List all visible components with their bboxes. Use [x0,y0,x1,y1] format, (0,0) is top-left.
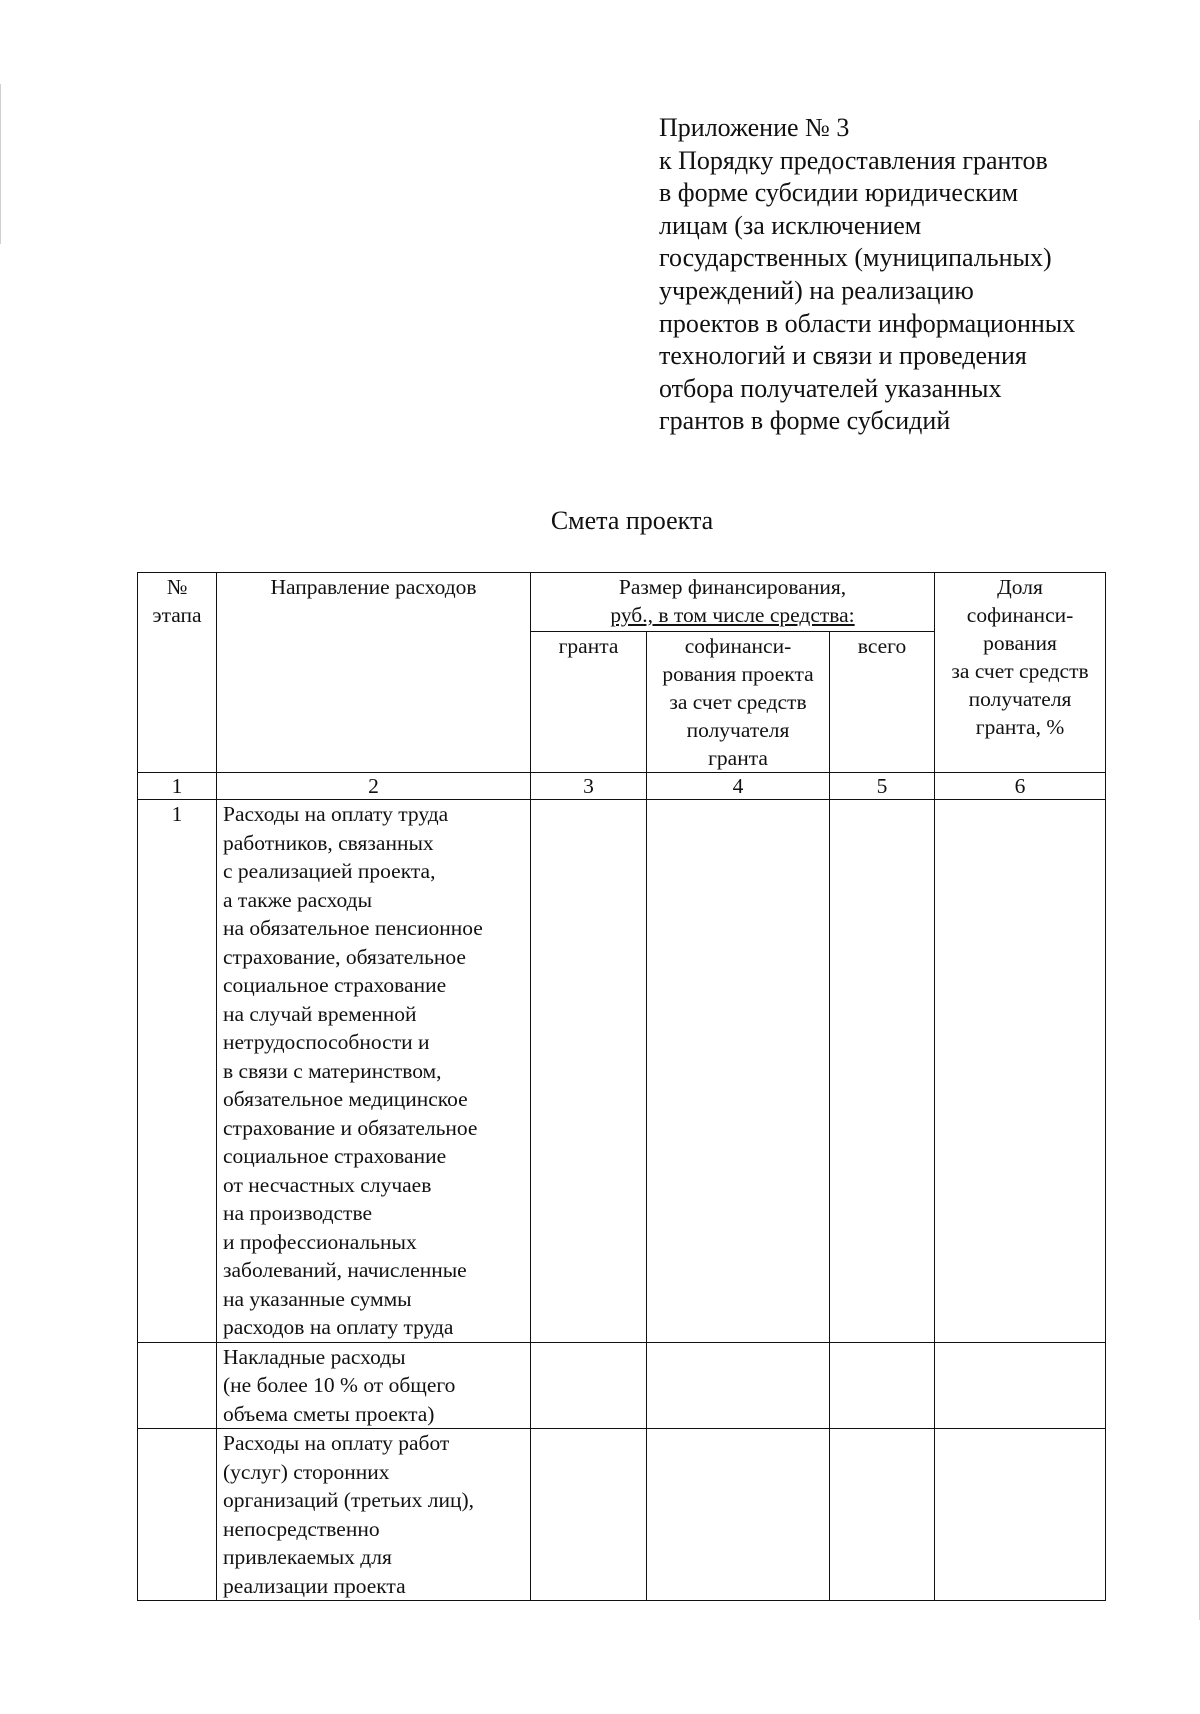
estimate-table [137,572,1106,1601]
appendix-line: в форме субсидии юридическим [659,178,1019,208]
table-row [138,1429,1106,1601]
column-number: 3 [531,773,647,800]
expense-direction: Расходы на оплату труда работников, связанных с реализацией проекта, а также расходы на обязательное пенсионное страхование, обязательное социальное страхование на случай временной нетрудоспособности и в связи с материнством, обязательное медицинское страхование и обязательное социальное страхование от несчастных случаев на производстве и профессиональных заболеваний, начисленные на указанные суммы расходов на оплату труда [217,800,531,1343]
cofinancing-share-cell[interactable] [935,800,1106,1343]
header-cofinancing: софинанси- рования проекта за счет средств получателя гранта [647,632,830,773]
document-title: Смета проекта [550,506,714,535]
appendix-line: Приложение № 3 [659,113,850,142]
appendix-line: государственных (муниципальных) [659,243,1052,273]
cofinancing-share-cell[interactable] [935,1342,1106,1429]
header-funding: Размер финансирования, руб., в том числе средства: [531,573,935,632]
stage-number [138,1342,217,1429]
appendix-line: технологий и связи и проведения [659,341,1027,371]
column-number-row [138,773,1106,800]
appendix-line: к Порядку предоставления грантов [659,145,1048,175]
appendix-line: учреждений) на реализацию [659,275,974,305]
expense-direction: Расходы на оплату работ (услуг) сторонних организаций (третьих лиц), непосредственно привлекаемых для реализации проекта [217,1429,531,1601]
cofinancing-amount-cell[interactable] [647,1429,830,1601]
stage-number [138,1429,217,1601]
scan-margin-line-top [0,84,1,244]
appendix-line: проектов в области информационных [659,308,1076,338]
column-number: 6 [935,773,1106,800]
appendix-reference [659,112,1179,438]
total-amount-cell[interactable] [830,1342,935,1429]
grant-amount-cell[interactable] [531,800,647,1343]
grant-amount-cell[interactable] [531,1429,647,1601]
column-number: 2 [217,773,531,800]
header-grant: гранта [531,632,647,773]
header-row-top [138,573,1106,632]
grant-amount-cell[interactable] [531,1342,647,1429]
cofinancing-share-cell[interactable] [935,1429,1106,1601]
appendix-line: лицам (за исключением [659,210,922,240]
appendix-line: грантов в форме субсидий [659,406,951,436]
table-row [138,800,1106,1343]
header-total: всего [830,632,935,773]
header-stage-number: № этапа [138,573,217,773]
column-number: 1 [138,773,217,800]
column-number: 4 [647,773,830,800]
appendix-line: отбора получателей указанных [659,373,1002,403]
column-number: 5 [830,773,935,800]
header-direction: Направление расходов [217,573,531,773]
total-amount-cell[interactable] [830,1429,935,1601]
expense-direction: Накладные расходы (не более 10 % от общего объема сметы проекта) [217,1342,531,1429]
header-cofinancing-share: Доля софинанси- рования за счет средств получателя гранта, % [935,573,1106,773]
cofinancing-amount-cell[interactable] [647,1342,830,1429]
table-row [138,1342,1106,1429]
stage-number: 1 [138,800,217,1343]
total-amount-cell[interactable] [830,800,935,1343]
cofinancing-amount-cell[interactable] [647,800,830,1343]
